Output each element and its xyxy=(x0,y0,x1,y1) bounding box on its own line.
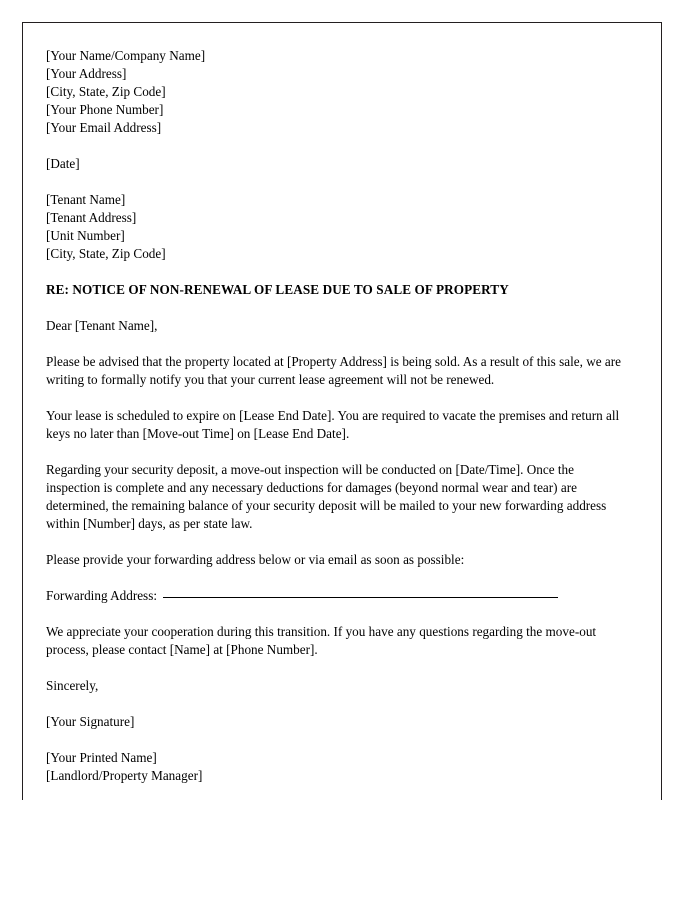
recipient-city-line: [City, State, Zip Code] xyxy=(46,246,166,261)
signature-placeholder: [Your Signature] xyxy=(46,714,135,729)
letter-body xyxy=(46,47,629,785)
paragraph-forwarding-request: Please provide your forwarding address below or via email as soon as possible: xyxy=(46,552,465,567)
date-line: [Date] xyxy=(46,156,80,171)
subject-line: RE: NOTICE OF NON-RENEWAL OF LEASE DUE TO SALE OF PROPERTY xyxy=(46,282,509,297)
complimentary-close: Sincerely, xyxy=(46,678,99,693)
recipient-street-line: [Tenant Address] xyxy=(46,210,137,225)
sender-phone-line: [Your Phone Number] xyxy=(46,102,164,117)
forwarding-address-row xyxy=(46,587,606,605)
paragraph-closing-cooperation: We appreciate your cooperation during this transition. If you have any questions regarding the move-out process, please contact [Name] at [Phone Number]. xyxy=(46,624,597,657)
date-block xyxy=(46,155,629,173)
forwarding-address-blank-rule[interactable] xyxy=(163,597,558,598)
recipient-name-line: [Tenant Name] xyxy=(46,192,126,207)
paragraph-security-deposit: Regarding your security deposit, a move-out inspection will be conducted on [Date/Time]. Once the inspection is complete and any necessary deductions for damages (beyond normal wear and tear) are determined, the remaining balance of your security deposit will be mailed to your new forwarding address within [Number] days, as per state law. xyxy=(46,462,607,531)
signer-title: [Landlord/Property Manager] xyxy=(46,768,203,783)
sender-street-line: [Your Address] xyxy=(46,66,127,81)
sender-city-line: [City, State, Zip Code] xyxy=(46,84,166,99)
sender-name-line: [Your Name/Company Name] xyxy=(46,48,206,63)
forwarding-address-label: Forwarding Address: xyxy=(46,588,157,603)
sender-email-line: [Your Email Address] xyxy=(46,120,162,135)
recipient-unit-line: [Unit Number] xyxy=(46,228,125,243)
sender-address-block xyxy=(46,47,629,137)
paragraph-property-sale: Please be advised that the property located at [Property Address] is being sold. As a result of this sale, we are writing to formally notify you that your current lease agreement will not be renewed. xyxy=(46,354,621,387)
paragraph-lease-expiration: Your lease is scheduled to expire on [Lease End Date]. You are required to vacate the premises and return all keys no later than [Move-out Time] on [Lease End Date]. xyxy=(46,408,620,441)
signer-printed-name: [Your Printed Name] xyxy=(46,750,157,765)
signer-block xyxy=(46,749,629,785)
recipient-address-block xyxy=(46,191,629,263)
salutation: Dear [Tenant Name], xyxy=(46,318,158,333)
